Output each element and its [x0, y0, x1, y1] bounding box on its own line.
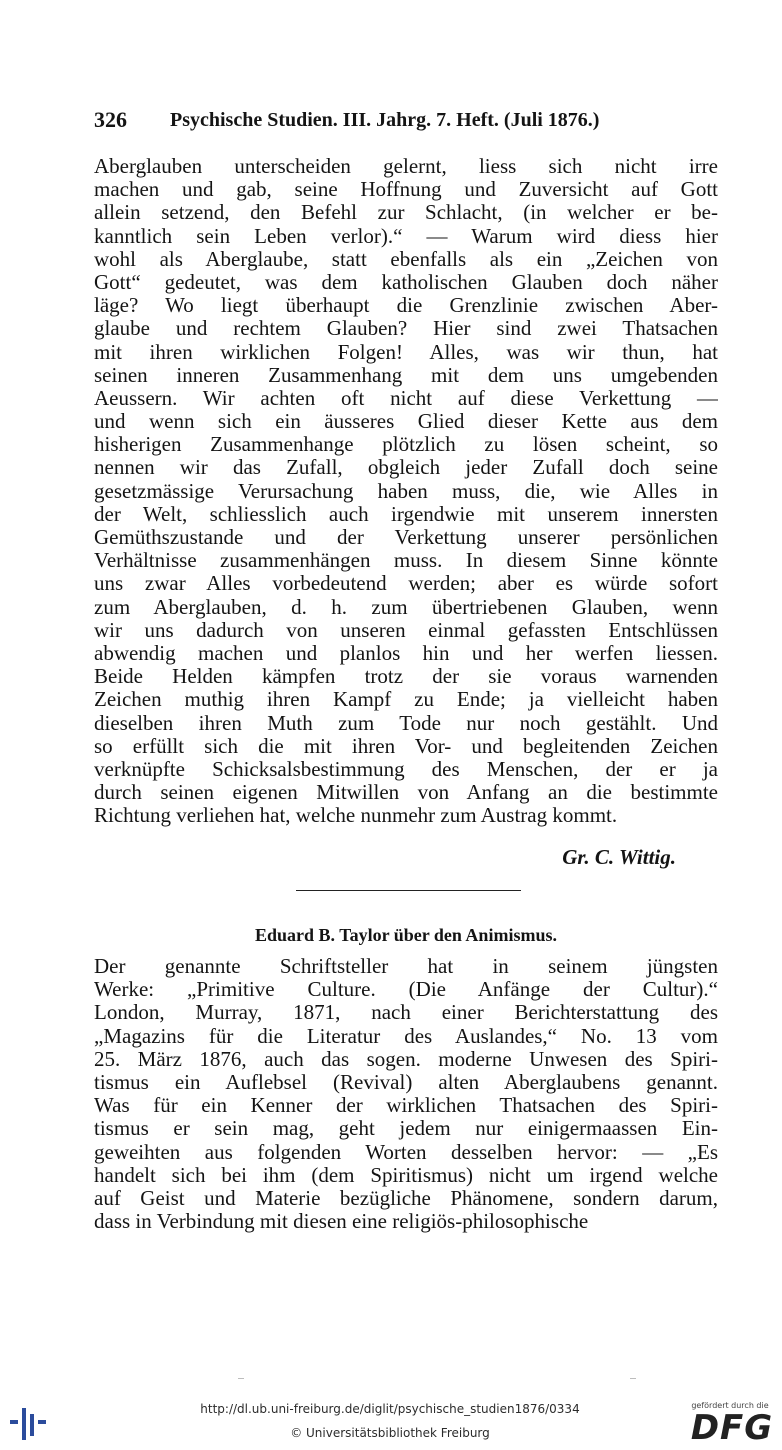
text-line: Zeichen muthig ihren Kampf zu Ende; ja vielleicht haben	[94, 688, 718, 712]
text-line: Beide Helden kämpfen trotz der sie voraus warnenden	[94, 665, 718, 689]
text-line: verknüpfte Schicksalsbestimmung des Menschen, der er ja	[94, 757, 718, 781]
text-line: mit ihren wirklichen Folgen! Alles, was wir thun, hat	[94, 340, 718, 364]
text-line: nennen wir das Zufall, obgleich jeder Zufall doch seine	[94, 456, 718, 480]
text-line: auf Geist und Materie bezügliche Phänomene, sondern darum,	[94, 1186, 718, 1210]
text-line: zum Aberglauben, d. h. zum übertriebenen Glauben, wenn	[94, 595, 718, 619]
source-url-link[interactable]: http://dl.ub.uni-freiburg.de/diglit/psychische_studien1876/0334	[200, 1402, 580, 1416]
author-signature: Gr. C. Wittig.	[562, 845, 676, 869]
text-line: der Welt, schliesslich auch irgendwie mit unserem innersten	[94, 502, 718, 526]
running-head-title: Psychische Studien. III. Jahrg. 7. Heft. (Juli 1876.)	[170, 109, 600, 131]
text-line: Gott“ gedeutet, was dem katholischen Glauben doch näher	[94, 270, 718, 294]
text-line: tismus er sein mag, geht jedem nur einigermaassen Ein-	[94, 1117, 718, 1141]
scan-footer-marks	[0, 1378, 782, 1382]
text-line: abwendig machen und planlos hin und her werfen liessen.	[94, 641, 718, 665]
text-line: handelt sich bei ihm (dem Spiritismus) nicht um irgend welche	[94, 1163, 718, 1187]
text-line: 25. März 1876, auch das sogen. moderne Unwesen des Spiri-	[94, 1047, 718, 1071]
text-line: seinen inneren Zusammenhang mit dem uns umgebenden	[94, 363, 718, 387]
text-line: geweihten aus folgenden Worten desselben hervor: — „Es	[94, 1140, 718, 1164]
text-line: Aberglauben unterscheiden gelernt, liess sich nicht irre	[94, 155, 718, 178]
text-line: „Magazins für die Literatur des Auslandes,“ No. 13 vom	[94, 1024, 718, 1048]
running-head	[94, 106, 694, 134]
text-line: kanntlich sein Leben verlor).“ — Warum wird diess hier	[94, 224, 718, 248]
text-line: wohl als Aberglaube, statt ebenfalls als ein „Zeichen von	[94, 247, 718, 271]
text-line: gesetzmässige Verursachung haben muss, die, wie Alles in	[94, 479, 718, 503]
text-line: allein setzend, den Befehl zur Schlacht, (in welcher er be-	[94, 201, 718, 225]
text-line: durch seinen eigenen Mitwillen von Anfang an die bestimmte	[94, 781, 718, 805]
text-line: hisherigen Zusammenhange plötzlich zu lösen scheint, so	[94, 433, 718, 457]
copyright-notice: © Universitätsbibliothek Freiburg	[290, 1426, 490, 1440]
text-line: wir uns dadurch von unseren einmal gefassten Entschlüssen	[94, 618, 718, 642]
section-divider	[296, 890, 521, 891]
text-line: machen und gab, seine Hoffnung und Zuversicht auf Gott	[94, 178, 718, 202]
text-line: uns zwar Alles vorbedeutend werden; aber es würde sofort	[94, 572, 718, 596]
text-line: glaube und rechtem Glauben? Hier sind zwei Thatsachen	[94, 317, 718, 341]
text-line: Gemüthszustande und der Verkettung unserer persönlichen	[94, 526, 718, 549]
text-line: und wenn sich ein äusseres Glied dieser Kette aus dem	[94, 410, 718, 434]
text-line: so erfüllt sich die mit ihren Vor- und begleitenden Zeichen	[94, 734, 718, 758]
text-line: läge? Wo liegt überhaupt die Grenzlinie zwischen Aber-	[94, 294, 718, 318]
text-line: dass in Verbindung mit diesen eine religiös-philosophische	[94, 1210, 589, 1234]
text-line: Der genannte Schriftsteller hat in seinem jüngsten	[94, 955, 718, 978]
dfg-logo-icon: DFG	[690, 1408, 774, 1448]
text-line: Verhältnisse zusammenhängen muss. In diesem Sinne könnte	[94, 549, 718, 573]
text-line: dieselben ihren Muth zum Tode nur noch gestählt. Und	[94, 711, 718, 735]
section-heading: Eduard B. Taylor über den Animismus.	[255, 925, 557, 945]
text-line: Was für ein Kenner der wirklichen Thatsachen des Spiri-	[94, 1094, 718, 1118]
page-number: 326	[94, 107, 127, 132]
text-line: London, Murray, 1871, nach einer Berichterstattung des	[94, 1001, 718, 1025]
text-line: Werke: „Primitive Culture. (Die Anfänge der Cultur).“	[94, 978, 718, 1002]
text-line: Richtung verliehen hat, welche nunmehr zum Austrag kommt.	[94, 804, 618, 828]
text-block-taylor	[94, 955, 718, 1233]
text-line: tismus ein Auflebsel (Revival) alten Aberglaubens genannt.	[94, 1070, 718, 1094]
ub-freiburg-logo-icon	[8, 1402, 50, 1444]
text-block-continuation	[94, 155, 718, 827]
text-line: Aeussern. Wir achten oft nicht auf diese Verkettung —	[94, 386, 718, 410]
dfg-funding-note: gefördert durch die	[691, 1401, 769, 1410]
